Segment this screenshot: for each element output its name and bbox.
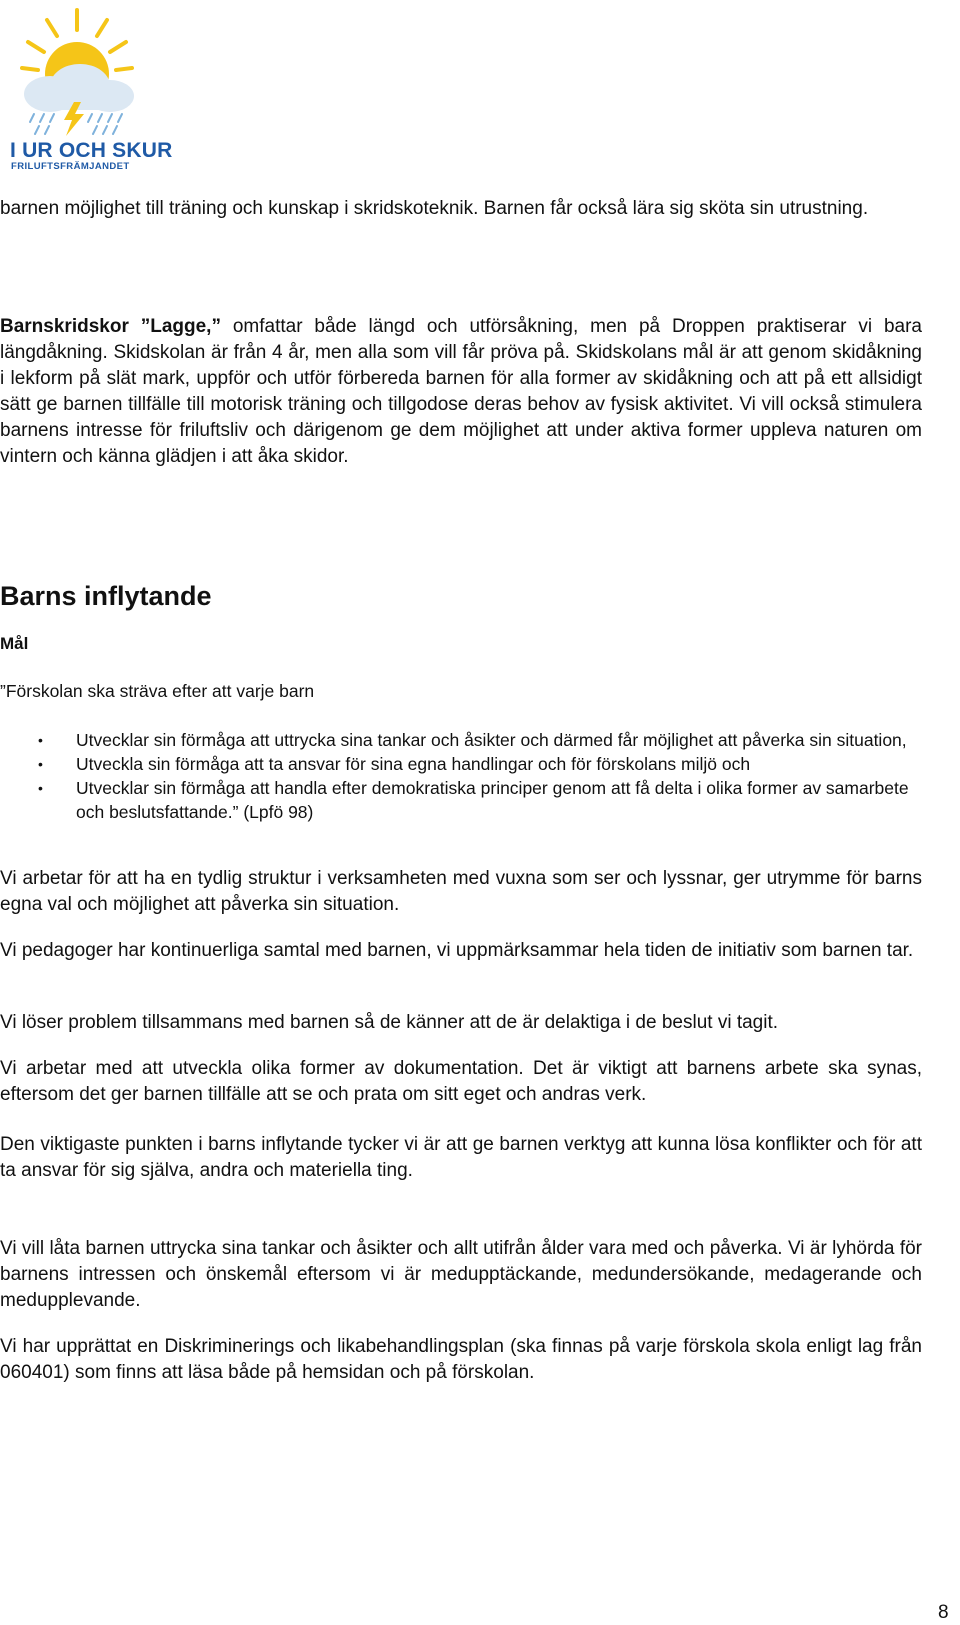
paragraph-skiing-text: omfattar både längd och utförsåkning, men på Droppen praktiserar vi bara längdåkning. Skidskolan är från 4 år, men alla som vill får pröva på. Skidskolans mål är att genom skidåkning i lekform på slät mark, uppför och utför förbereda barnen för alla former av skidåkning och att på ett allsidigt sätt ge barnen tillfälle till motorisk träning och tillgodose deras behov av fysisk aktivitet. Vi vill också stimulera barnens intresse för friluftsliv och därigenom ge dem möjlighet att under aktiva former uppleva naturen om vintern och känna glädjen i att åka skidor. [0,316,922,467]
bullet-icon: • [38,756,43,772]
paragraph-skating: barnen möjlighet till träning och kunskap i skridskoteknik. Barnen får också lära sig sköta sin utrustning. [0,198,869,219]
body-paragraph: Vi arbetar med att utveckla olika former av dokumentation. Det är viktigt att barnens arbete ska synas, eftersom det ger barnen tillfälle att se och prata om sitt eget och andras verk. [0,1058,922,1105]
paragraph-skiing-lead: Barnskridskor ”Lagge,” [0,316,221,337]
goals-list [0,728,940,824]
body-paragraph: Vi pedagoger har kontinuerliga samtal med barnen, vi uppmärksammar hela tiden de initiativ som barnen tar. [0,940,914,961]
body-paragraph: Vi löser problem tillsammans med barnen så de känner att de är delaktiga i de beslut vi tagit. [0,1012,779,1033]
section-subheading: Mål [0,634,29,653]
paragraph-skiing [0,314,922,470]
body-paragraph: Vi har upprättat en Diskriminerings och likabehandlingsplan (ska finnas på varje förskola skola enligt lag från 060401) som finns att läsa både på hemsidan och på förskolan. [0,1336,922,1383]
body-paragraph: Den viktigaste punkten i barns inflytande tycker vi är att ge barnen verktyg att kunna lösa konflikter och för att ta ansvar för sig själva, andra och materiella ting. [0,1134,922,1181]
quote-intro: ”Förskolan ska sträva efter att varje barn [0,681,315,701]
list-item: • Utvecklar sin förmåga att handla efter demokratiska principer genom att få delta i olika former av samarbete och beslutsfattande.” (Lpfö 98) [38,778,909,822]
list-item: • Utveckla sin förmåga att ta ansvar för sina egna handlingar och för förskolans miljö och [38,754,751,774]
bullet-icon: • [38,732,43,748]
body-paragraph: Vi vill låta barnen uttrycka sina tankar och åsikter och allt utifrån ålder vara med och påverka. Vi är lyhörda för barnens intressen och önskemål eftersom vi är medupptäckande, medundersökande, medagerande och medupplevande. [0,1238,922,1311]
bullet-icon: • [38,780,43,796]
logo-title: I UR OCH SKUR [10,139,173,162]
logo [2,6,173,172]
list-item: • Utvecklar sin förmåga att uttrycka sina tankar och åsikter och därmed får möjlighet att påverka sin situation, [38,730,907,750]
page-number: 8 [938,1602,949,1623]
sun-cloud-rain-icon [2,6,152,141]
body-paragraph: Vi arbetar för att ha en tydlig struktur i verksamheten med vuxna som ser och lyssnar, ger utrymme för barns egna val och möjlighet att påverka sin situation. [0,868,922,915]
logo-subtitle: FRILUFTSFRÄMJANDET [11,161,130,172]
section-heading: Barns inflytande [0,581,212,611]
